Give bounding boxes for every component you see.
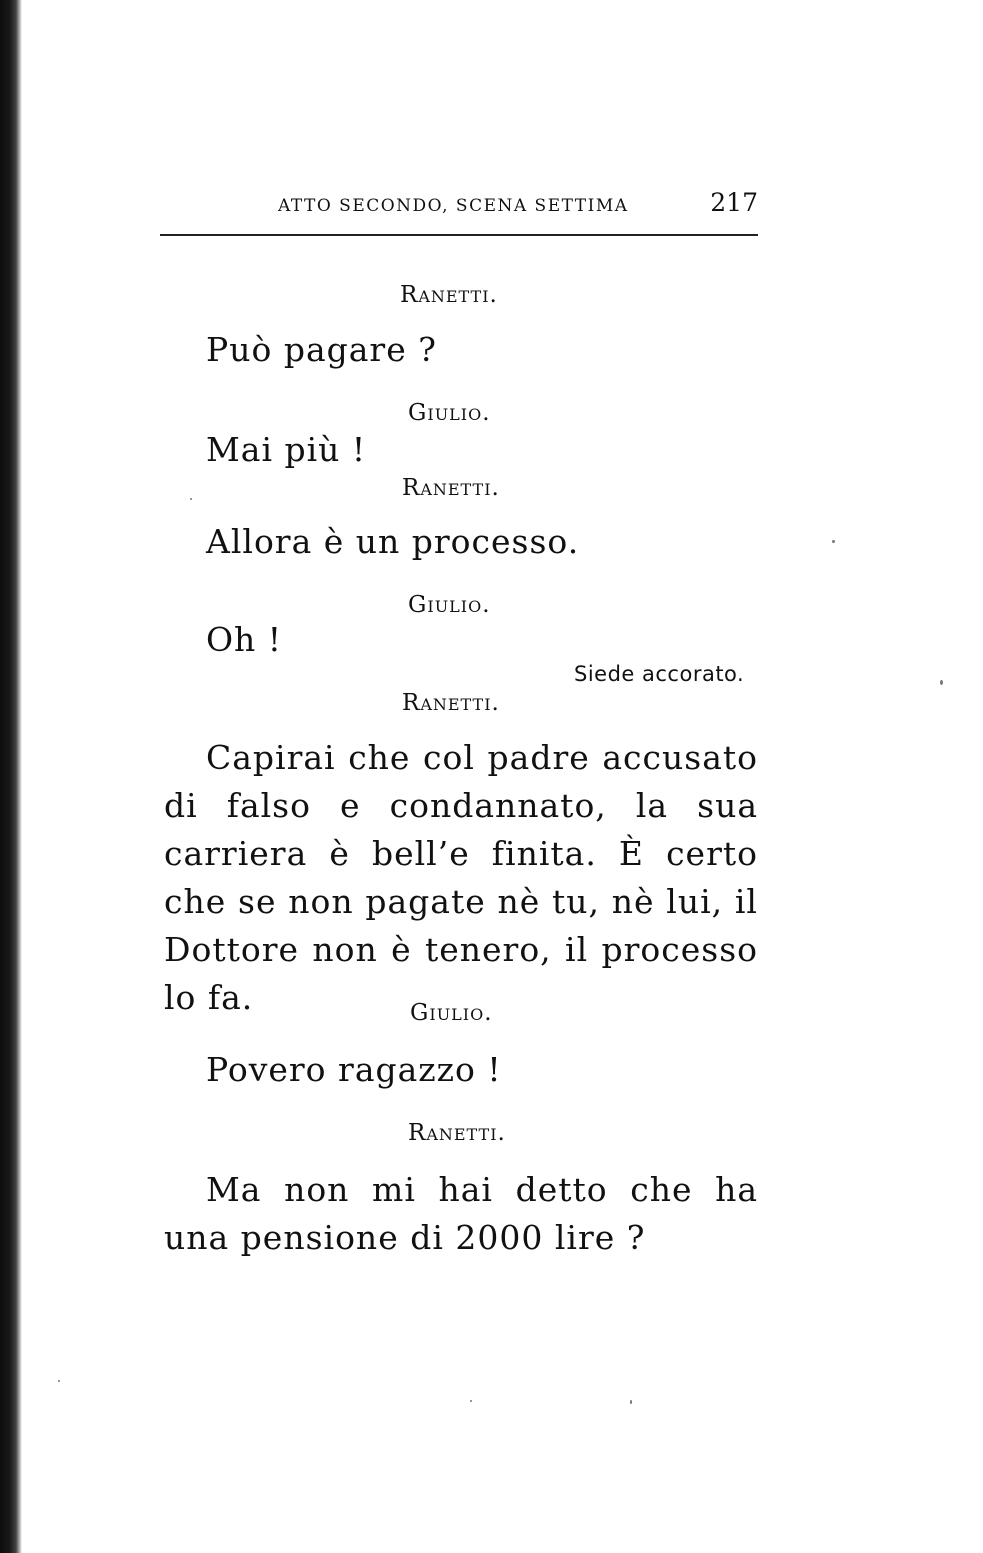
paper-speck xyxy=(940,680,943,685)
stage-direction: Siede accorato. xyxy=(574,662,745,686)
running-head-title: ATTO SECONDO, SCENA SETTIMA xyxy=(278,196,629,216)
paper-speck xyxy=(58,1380,60,1382)
dialogue-line: Oh ! xyxy=(206,620,283,659)
dialogue-line: Mai più ! xyxy=(206,430,367,469)
running-header xyxy=(160,184,758,224)
speaker-label: Giulio. xyxy=(410,1000,493,1026)
paragraph-text: Capirai che col padre accusato di falso e condannato, la sua carriera è bell’e finita. È certo che se non pagate nè tu, nè lui, il Dottore non è tenero, il processo lo fa. xyxy=(164,738,758,1017)
dialogue-line: Allora è un processo. xyxy=(206,522,580,561)
dialogue-paragraph xyxy=(164,1166,758,1262)
speaker-label: Ranetti. xyxy=(400,282,498,308)
speaker-label: Ranetti. xyxy=(408,1120,506,1146)
paper-speck xyxy=(832,540,835,543)
speaker-label: Giulio. xyxy=(408,592,491,618)
page-number: 217 xyxy=(710,188,758,217)
speaker-label: Ranetti. xyxy=(402,690,500,716)
dialogue-paragraph xyxy=(164,734,758,1022)
dialogue-line: Può pagare ? xyxy=(206,330,437,369)
paper-speck xyxy=(190,498,192,500)
header-rule xyxy=(160,234,758,236)
paragraph-text: Ma non mi hai detto che ha una pensione di 2000 lire ? xyxy=(164,1170,758,1257)
book-spine-edge xyxy=(0,0,22,1553)
speaker-label: Ranetti. xyxy=(402,475,500,501)
dialogue-line: Povero ragazzo ! xyxy=(206,1050,502,1089)
speaker-label: Giulio. xyxy=(408,400,491,426)
paper-speck xyxy=(470,1400,472,1402)
paper-speck xyxy=(630,1400,632,1404)
